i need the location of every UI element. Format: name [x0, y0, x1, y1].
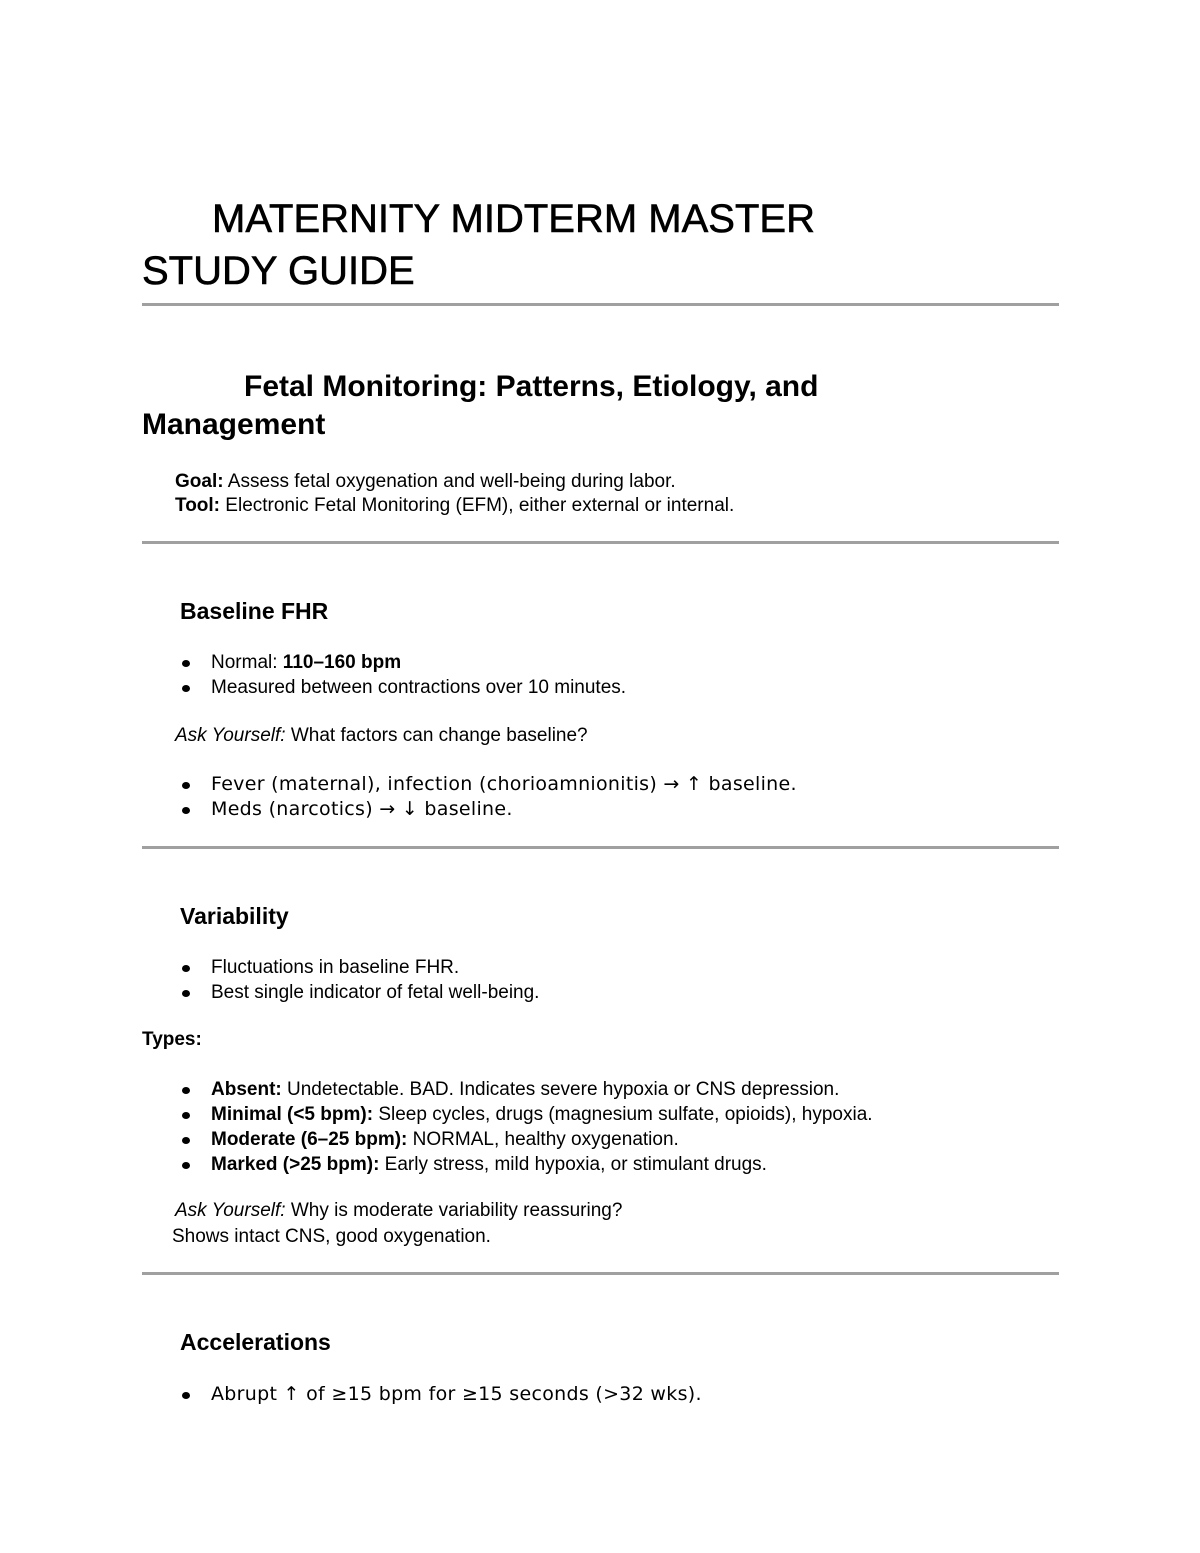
divider [142, 846, 1059, 849]
section-title-line1: Fetal Monitoring: Patterns, Etiology, and [244, 370, 819, 403]
ask-question [175, 1198, 622, 1224]
type-text: NORMAL, healthy oxygenation. [407, 1129, 679, 1150]
tool-text: Electronic Fetal Monitoring (EFM), either external or internal. [220, 495, 735, 516]
type-label: Marked (>25 bpm): [211, 1154, 380, 1175]
list-item [180, 1077, 873, 1102]
page-title [142, 193, 1059, 297]
ask-text: Why is moderate variability reassuring? [285, 1200, 623, 1221]
ask-text: What factors can change baseline? [285, 725, 588, 746]
baseline-list [180, 650, 626, 700]
accelerations-heading: Accelerations [180, 1329, 331, 1355]
ask-label: Ask Yourself: [175, 1200, 286, 1221]
type-text: Early stress, mild hypoxia, or stimulant drugs. [379, 1154, 767, 1175]
list-item: Fluctuations in baseline FHR. [180, 955, 539, 980]
type-label: Moderate (6–25 bpm): [211, 1129, 408, 1150]
baseline-factors-list [180, 772, 797, 822]
divider [142, 541, 1059, 544]
type-text: Undetectable. BAD. Indicates severe hypoxia or CNS depression. [281, 1079, 840, 1100]
list-item: Fever (maternal), infection (chorioamnionitis) → ↑ baseline. [180, 772, 797, 797]
normal-label: Normal: [211, 652, 283, 673]
list-item: Abrupt ↑ of ≥15 bpm for ≥15 seconds (>32 wks). [180, 1382, 702, 1407]
type-label: Absent: [211, 1079, 282, 1100]
divider [142, 1272, 1059, 1275]
goal-tool-block [175, 470, 734, 518]
page-title-line2: STUDY GUIDE [142, 249, 415, 293]
type-label: Minimal (<5 bpm): [211, 1104, 374, 1125]
section-title-line2: Management [142, 408, 326, 441]
types-label: Types: [142, 1029, 202, 1050]
list-item: Best single indicator of fetal well-being. [180, 980, 539, 1005]
ask-answer: Shows intact CNS, good oxygenation. [172, 1226, 491, 1247]
goal-line [175, 470, 734, 494]
page-title-line1: MATERNITY MIDTERM MASTER [212, 197, 815, 241]
baseline-ask [175, 723, 588, 749]
baseline-heading: Baseline FHR [180, 598, 329, 624]
normal-value: 110–160 bpm [282, 652, 402, 673]
goal-label: Goal: [175, 471, 224, 492]
type-text: Sleep cycles, drugs (magnesium sulfate, opioids), hypoxia. [373, 1104, 873, 1125]
accelerations-list [180, 1382, 702, 1407]
list-item: Meds (narcotics) → ↓ baseline. [180, 797, 797, 822]
variability-list [180, 955, 539, 1005]
variability-types-list [180, 1077, 873, 1177]
list-item [180, 650, 626, 675]
variability-ask [172, 1198, 623, 1250]
divider [142, 303, 1059, 306]
tool-label: Tool: [175, 495, 221, 516]
list-item [180, 1102, 873, 1127]
variability-heading: Variability [180, 903, 289, 929]
section-title [142, 368, 1059, 444]
tool-line [175, 494, 734, 518]
list-item [180, 1152, 873, 1177]
list-item [180, 1127, 873, 1152]
list-item: Measured between contractions over 10 minutes. [180, 675, 626, 700]
goal-text: Assess fetal oxygenation and well-being during labor. [223, 471, 676, 492]
ask-label: Ask Yourself: [175, 725, 286, 746]
